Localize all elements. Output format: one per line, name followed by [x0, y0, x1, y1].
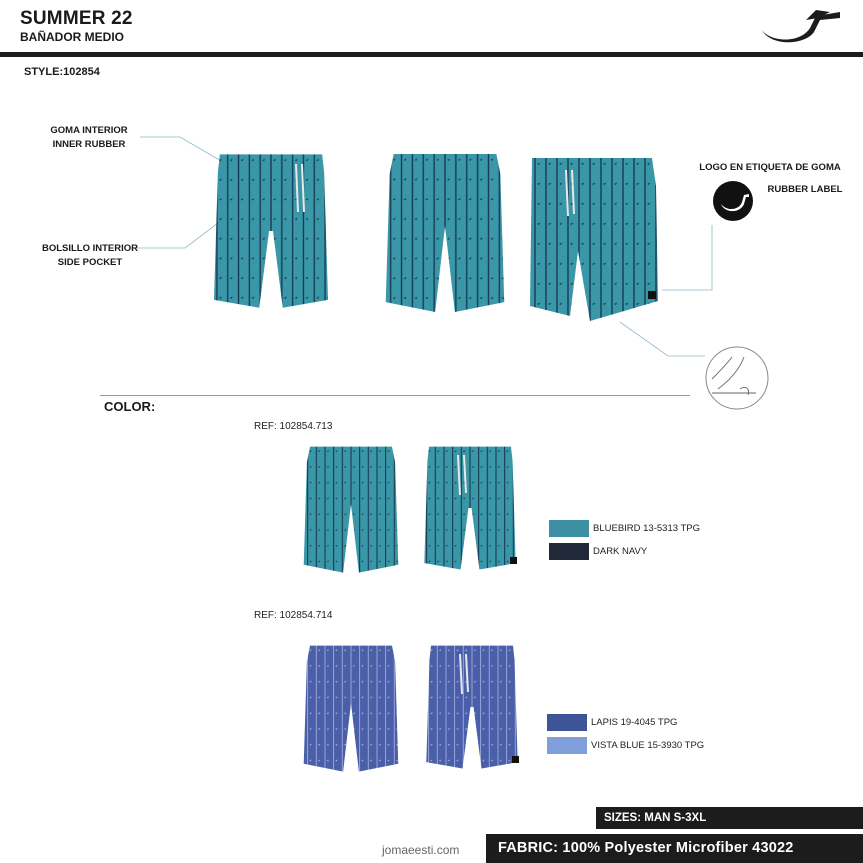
callout-logo-label-es: LOGO EN ETIQUETA DE GOMA — [699, 162, 841, 173]
color-divider — [100, 395, 690, 396]
callout-inner-rubber — [40, 124, 138, 152]
callout-side-pocket — [30, 242, 150, 270]
color-swatch — [549, 543, 589, 560]
rubber-label-badge-icon — [712, 180, 754, 222]
variant-shorts-front — [420, 644, 524, 774]
callout-side-pocket-es: BOLSILLO INTERIOR — [41, 243, 139, 254]
callout-inner-rubber-en: INNER RUBBER — [52, 139, 126, 150]
color-section-title: COLOR: — [104, 399, 156, 414]
style-number: STYLE:102854 — [24, 66, 100, 78]
pocket-detail-icon — [704, 345, 770, 411]
shorts-back-view — [370, 152, 520, 315]
color-swatch — [547, 737, 587, 754]
swatch-label: LAPIS 19-4045 TPG — [591, 717, 678, 728]
callout-side-pocket-en: SIDE POCKET — [57, 257, 123, 268]
swatch-label: DARK NAVY — [593, 546, 648, 557]
shorts-side-view — [530, 156, 660, 324]
product-name: BAÑADOR MEDIO — [20, 30, 124, 44]
variant-shorts-back — [292, 644, 410, 774]
shorts-front-view — [212, 152, 330, 315]
variant-ref: REF: 102854.713 — [254, 421, 333, 432]
sizes-bar: SIZES: MAN S-3XL — [596, 807, 863, 829]
variant-ref: REF: 102854.714 — [254, 610, 333, 621]
swatch-label: VISTA BLUE 15-3930 TPG — [591, 740, 705, 751]
color-swatch — [547, 714, 587, 731]
callout-inner-rubber-es: GOMA INTERIOR — [50, 125, 128, 136]
fabric-bar: FABRIC: 100% Polyester Microfiber 43022 — [486, 834, 863, 863]
variant-shorts-back — [292, 445, 410, 575]
callout-logo-label-en: RUBBER LABEL — [767, 184, 843, 195]
watermark: jomaeesti.com — [382, 843, 460, 857]
season-title: SUMMER 22 — [20, 8, 133, 29]
color-swatch — [549, 520, 589, 537]
variant-shorts-front — [418, 445, 522, 575]
swatch-label: BLUEBIRD 13-5313 TPG — [593, 523, 701, 534]
